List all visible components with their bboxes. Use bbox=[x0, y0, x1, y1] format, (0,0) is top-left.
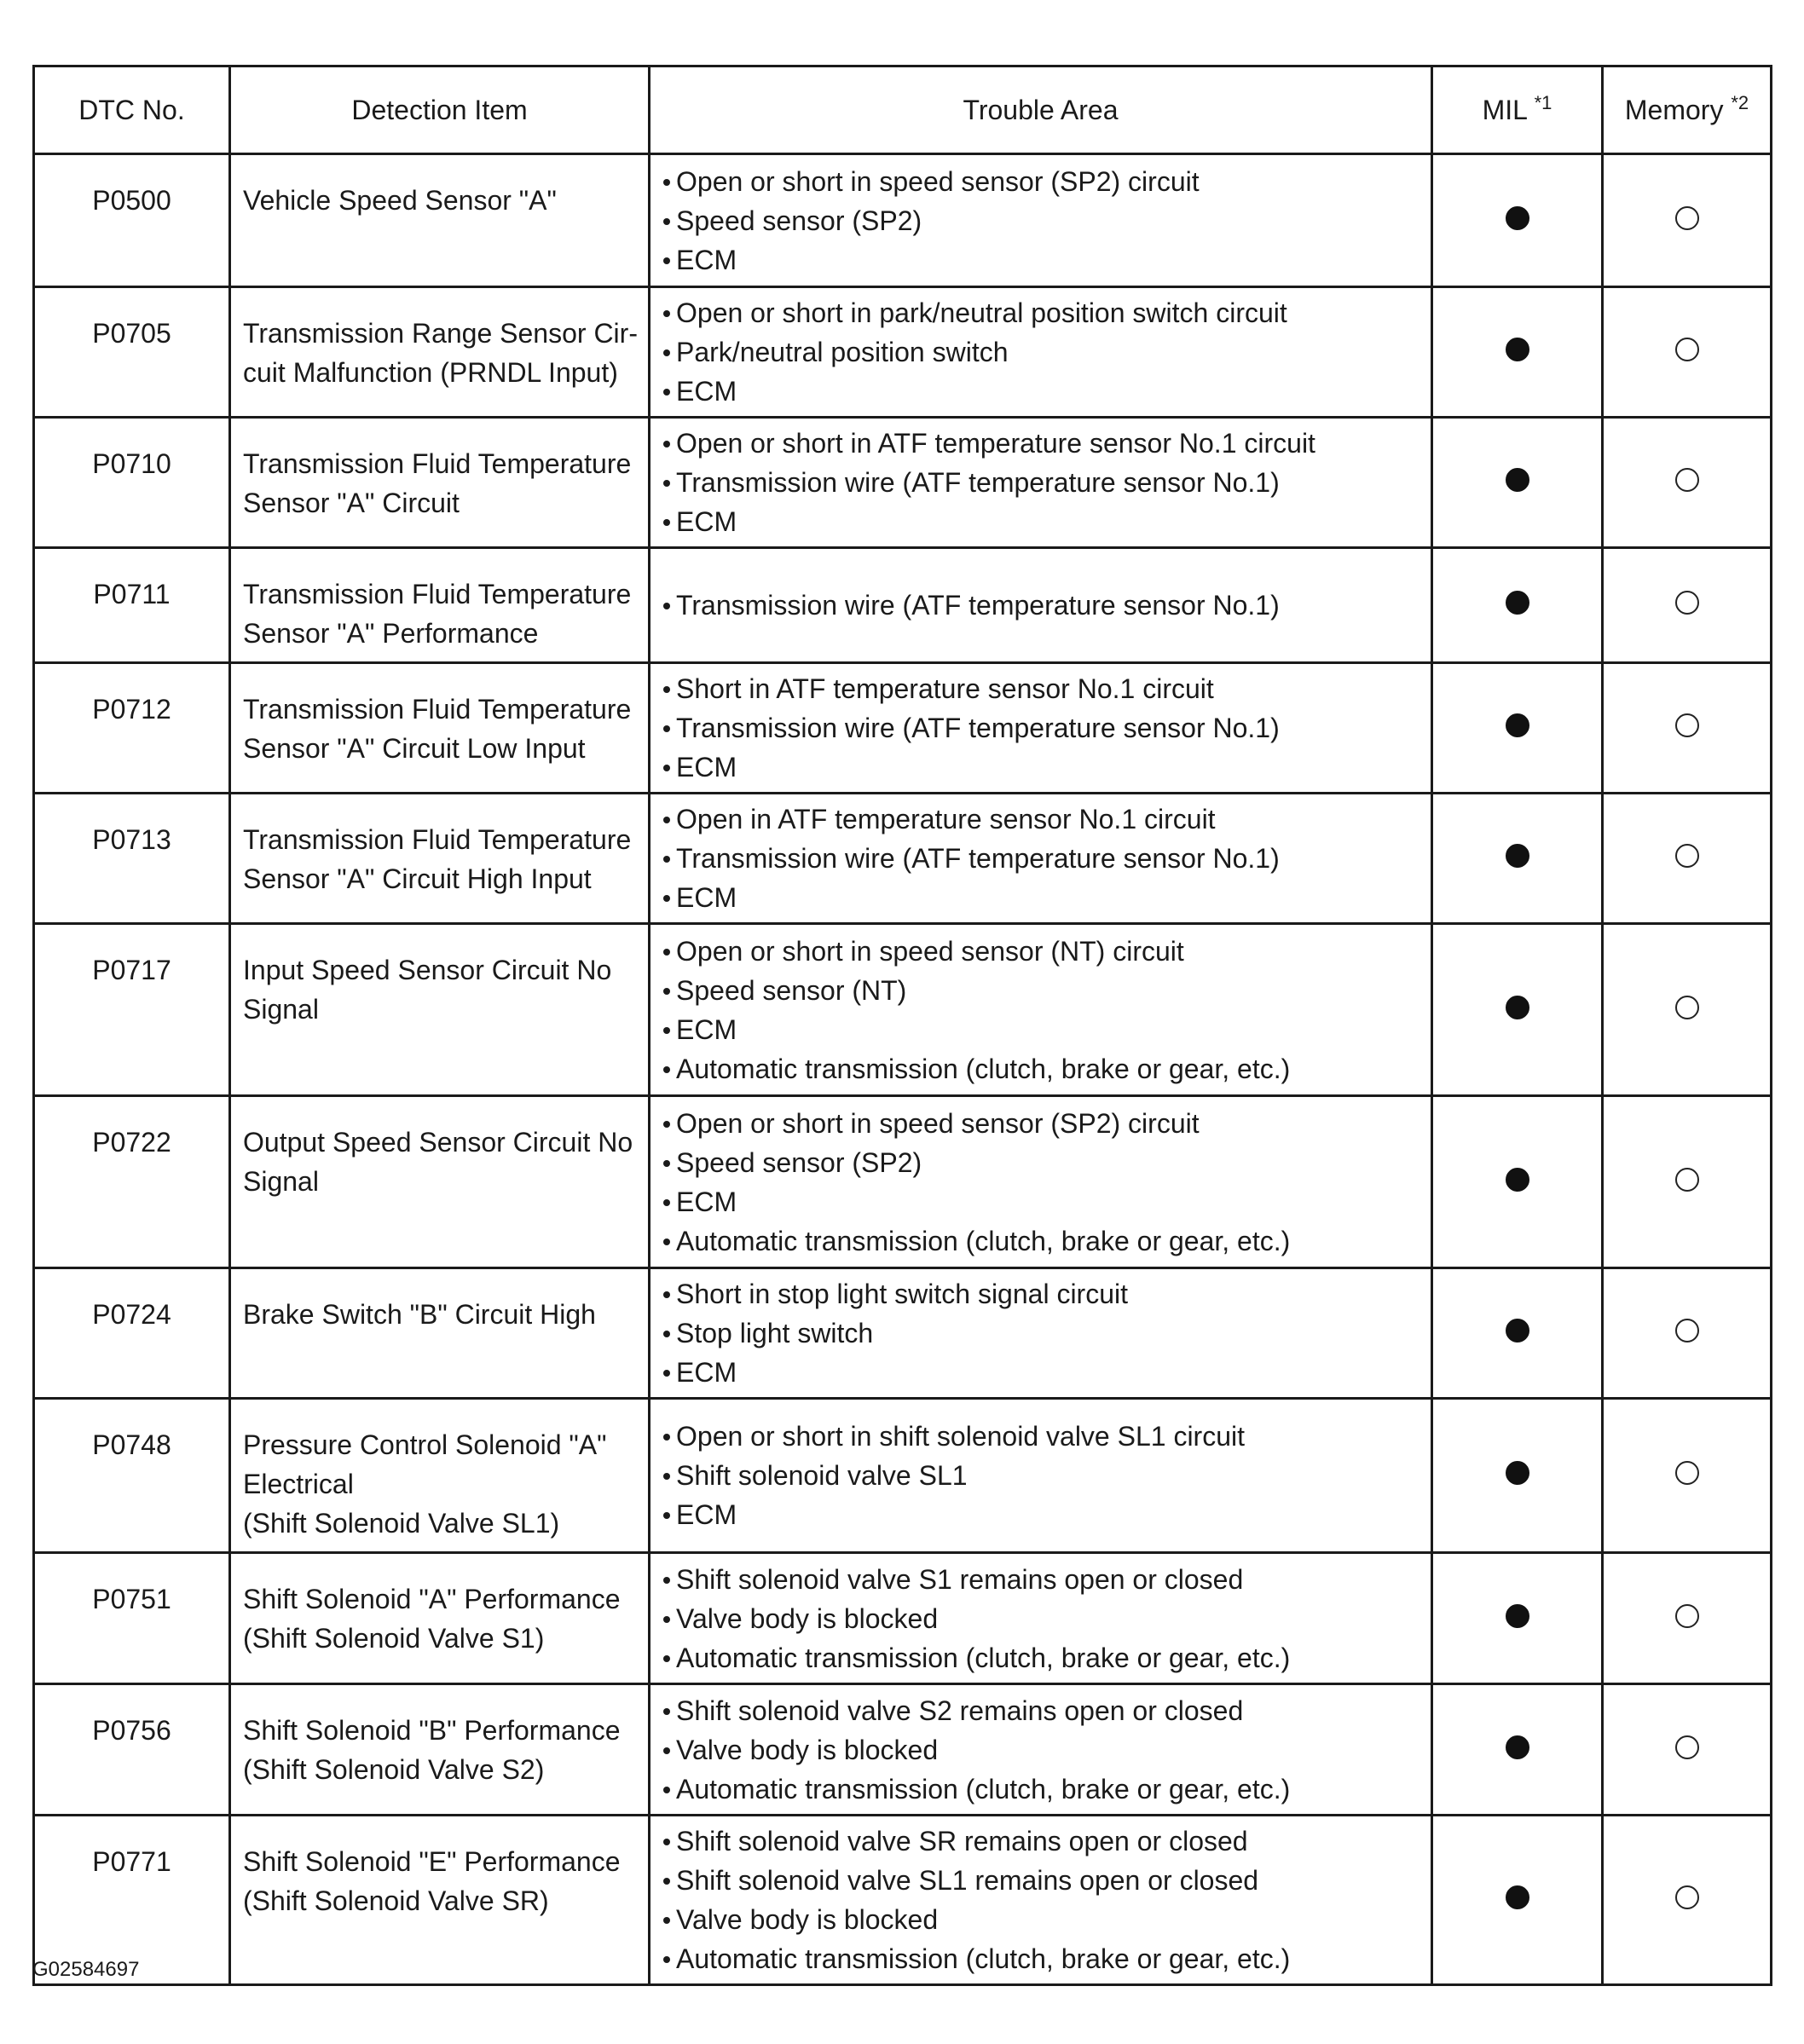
detection-item-line: Output Speed Sensor Circuit No bbox=[243, 1127, 633, 1158]
trouble-area bbox=[650, 548, 1432, 663]
memory-cell bbox=[1603, 924, 1772, 1096]
filled-circle-icon bbox=[1506, 844, 1529, 868]
mil-cell bbox=[1432, 154, 1603, 287]
trouble-area-item: Short in stop light switch signal circuit bbox=[662, 1274, 1420, 1314]
detection-item bbox=[230, 1816, 650, 1985]
table-row bbox=[34, 548, 1772, 663]
detection-item-line: Transmission Fluid Temperature bbox=[243, 694, 632, 725]
detection-item-line: Transmission Fluid Temperature bbox=[243, 448, 632, 479]
trouble-area-list bbox=[662, 1560, 1420, 1677]
trouble-area-item: Open or short in shift solenoid valve SL1 circuit bbox=[662, 1417, 1420, 1456]
trouble-area-item: Shift solenoid valve SL1 bbox=[662, 1456, 1420, 1495]
trouble-area-item: Automatic transmission (clutch, brake or gear, etc.) bbox=[662, 1049, 1420, 1088]
trouble-area-list bbox=[662, 293, 1420, 411]
header-memory: Memory $^{*2}$ bbox=[1603, 66, 1772, 154]
hollow-circle-icon bbox=[1675, 844, 1699, 868]
trouble-area-item: ECM bbox=[662, 372, 1420, 411]
trouble-area-item: ECM bbox=[662, 502, 1420, 541]
trouble-area-item: Transmission wire (ATF temperature sensor No.1) bbox=[662, 839, 1420, 878]
trouble-area bbox=[650, 1268, 1432, 1399]
detection-item bbox=[230, 924, 650, 1096]
trouble-area-item: Valve body is blocked bbox=[662, 1900, 1420, 1939]
memory-cell bbox=[1603, 1399, 1772, 1553]
filled-circle-icon bbox=[1506, 713, 1529, 737]
filled-circle-icon bbox=[1506, 1735, 1529, 1759]
table-row bbox=[34, 794, 1772, 924]
trouble-area-list bbox=[662, 162, 1420, 280]
header-trouble-area: Trouble Area bbox=[650, 66, 1432, 154]
table-body bbox=[34, 154, 1772, 1985]
trouble-area-item: Open or short in speed sensor (NT) circuit bbox=[662, 932, 1420, 971]
trouble-area-list bbox=[662, 586, 1420, 625]
hollow-circle-icon bbox=[1675, 468, 1699, 492]
detection-item-line: Sensor "A" Performance bbox=[243, 618, 539, 649]
hollow-circle-icon bbox=[1675, 1319, 1699, 1342]
filled-circle-icon bbox=[1506, 206, 1529, 230]
trouble-area-list bbox=[662, 1691, 1420, 1809]
header-mil: MIL $^{*1}$ bbox=[1432, 66, 1603, 154]
trouble-area-item: Open or short in park/neutral position switch circuit bbox=[662, 293, 1420, 332]
dtc-code: P0717 bbox=[34, 924, 230, 1096]
memory-cell bbox=[1603, 154, 1772, 287]
dtc-code: P0771 bbox=[34, 1816, 230, 1985]
filled-circle-icon bbox=[1506, 591, 1529, 615]
detection-item bbox=[230, 1096, 650, 1268]
trouble-area bbox=[650, 154, 1432, 287]
detection-item bbox=[230, 1268, 650, 1399]
dtc-code: P0748 bbox=[34, 1399, 230, 1553]
detection-item-line: Pressure Control Solenoid "A" bbox=[243, 1429, 607, 1460]
filled-circle-icon bbox=[1506, 1461, 1529, 1485]
mil-cell bbox=[1432, 418, 1603, 548]
memory-cell bbox=[1603, 1816, 1772, 1985]
header-detection-item: Detection Item bbox=[230, 66, 650, 154]
detection-item-line: (Shift Solenoid Valve S2) bbox=[243, 1754, 545, 1785]
dtc-code: P0710 bbox=[34, 418, 230, 548]
filled-circle-icon bbox=[1506, 338, 1529, 361]
table-row bbox=[34, 1096, 1772, 1268]
detection-item bbox=[230, 1399, 650, 1553]
trouble-area-item: Shift solenoid valve S2 remains open or closed bbox=[662, 1691, 1420, 1730]
memory-cell bbox=[1603, 548, 1772, 663]
hollow-circle-icon bbox=[1675, 338, 1699, 361]
detection-item-line: (Shift Solenoid Valve S1) bbox=[243, 1623, 545, 1654]
trouble-area-item: ECM bbox=[662, 878, 1420, 917]
trouble-area-list bbox=[662, 1417, 1420, 1534]
trouble-area-list bbox=[662, 800, 1420, 917]
table-row bbox=[34, 924, 1772, 1096]
trouble-area-item: Valve body is blocked bbox=[662, 1730, 1420, 1770]
table-row bbox=[34, 287, 1772, 418]
dtc-code: P0712 bbox=[34, 663, 230, 794]
trouble-area bbox=[650, 1816, 1432, 1985]
table-row bbox=[34, 1399, 1772, 1553]
filled-circle-icon bbox=[1506, 996, 1529, 1019]
detection-item-line: Input Speed Sensor Circuit No bbox=[243, 955, 612, 985]
dtc-table bbox=[32, 65, 1772, 1986]
header-dtc-no: DTC No. bbox=[34, 66, 230, 154]
trouble-area-item: Speed sensor (NT) bbox=[662, 971, 1420, 1010]
trouble-area-item: Park/neutral position switch bbox=[662, 332, 1420, 372]
trouble-area-item: ECM bbox=[662, 240, 1420, 280]
dtc-code: P0705 bbox=[34, 287, 230, 418]
hollow-circle-icon bbox=[1675, 713, 1699, 737]
dtc-code: P0713 bbox=[34, 794, 230, 924]
trouble-area-item: Speed sensor (SP2) bbox=[662, 201, 1420, 240]
table-row bbox=[34, 663, 1772, 794]
trouble-area-item: Shift solenoid valve SR remains open or closed bbox=[662, 1822, 1420, 1861]
detection-item-line: Electrical bbox=[243, 1469, 354, 1499]
mil-cell bbox=[1432, 1553, 1603, 1684]
trouble-area-item: Automatic transmission (clutch, brake or gear, etc.) bbox=[662, 1939, 1420, 1978]
trouble-area-list bbox=[662, 1274, 1420, 1392]
trouble-area-item: Open or short in ATF temperature sensor No.1 circuit bbox=[662, 424, 1420, 463]
detection-item-line: (Shift Solenoid Valve SR) bbox=[243, 1885, 549, 1916]
mil-cell bbox=[1432, 1816, 1603, 1985]
trouble-area-item: Open or short in speed sensor (SP2) circuit bbox=[662, 162, 1420, 201]
trouble-area bbox=[650, 794, 1432, 924]
detection-item-line: Vehicle Speed Sensor "A" bbox=[243, 185, 557, 216]
trouble-area-list bbox=[662, 669, 1420, 787]
hollow-circle-icon bbox=[1675, 996, 1699, 1019]
detection-item bbox=[230, 287, 650, 418]
detection-item bbox=[230, 418, 650, 548]
table-row bbox=[34, 1553, 1772, 1684]
table-header-row bbox=[34, 66, 1772, 154]
mil-cell bbox=[1432, 663, 1603, 794]
memory-cell bbox=[1603, 663, 1772, 794]
filled-circle-icon bbox=[1506, 1604, 1529, 1628]
trouble-area-item: Shift solenoid valve S1 remains open or closed bbox=[662, 1560, 1420, 1599]
trouble-area-list bbox=[662, 932, 1420, 1088]
dtc-code: P0500 bbox=[34, 154, 230, 287]
dtc-code: P0751 bbox=[34, 1553, 230, 1684]
trouble-area bbox=[650, 287, 1432, 418]
trouble-area-item: Valve body is blocked bbox=[662, 1599, 1420, 1638]
dtc-code: P0756 bbox=[34, 1684, 230, 1816]
trouble-area-list bbox=[662, 424, 1420, 541]
memory-cell bbox=[1603, 1096, 1772, 1268]
detection-item-line: Transmission Range Sensor Cir- bbox=[243, 318, 638, 349]
filled-circle-icon bbox=[1506, 1319, 1529, 1342]
hollow-circle-icon bbox=[1675, 1168, 1699, 1192]
detection-item bbox=[230, 154, 650, 287]
memory-cell bbox=[1603, 794, 1772, 924]
dtc-code: P0724 bbox=[34, 1268, 230, 1399]
detection-item-line: Sensor "A" Circuit bbox=[243, 488, 460, 518]
trouble-area-item: Automatic transmission (clutch, brake or gear, etc.) bbox=[662, 1638, 1420, 1677]
trouble-area-list bbox=[662, 1104, 1420, 1261]
trouble-area-item: Automatic transmission (clutch, brake or gear, etc.) bbox=[662, 1770, 1420, 1809]
trouble-area-item: Transmission wire (ATF temperature sensor No.1) bbox=[662, 463, 1420, 502]
trouble-area-item: Automatic transmission (clutch, brake or gear, etc.) bbox=[662, 1221, 1420, 1261]
mil-cell bbox=[1432, 548, 1603, 663]
mil-cell bbox=[1432, 1684, 1603, 1816]
trouble-area-item: Stop light switch bbox=[662, 1314, 1420, 1353]
memory-cell bbox=[1603, 1684, 1772, 1816]
detection-item bbox=[230, 1684, 650, 1816]
detection-item-line: Signal bbox=[243, 1166, 319, 1197]
table-row bbox=[34, 154, 1772, 287]
filled-circle-icon bbox=[1506, 1885, 1529, 1909]
detection-item bbox=[230, 548, 650, 663]
detection-item-line: Brake Switch "B" Circuit High bbox=[243, 1299, 596, 1330]
trouble-area-list bbox=[662, 1822, 1420, 1978]
hollow-circle-icon bbox=[1675, 591, 1699, 615]
memory-footnote-mark: *2 bbox=[1731, 92, 1749, 113]
trouble-area bbox=[650, 663, 1432, 794]
memory-cell bbox=[1603, 418, 1772, 548]
trouble-area-item: ECM bbox=[662, 1182, 1420, 1221]
memory-cell bbox=[1603, 287, 1772, 418]
detection-item-line: Shift Solenoid "E" Performance bbox=[243, 1846, 621, 1877]
figure-id: G02584697 bbox=[32, 1958, 140, 1981]
detection-item-line: Transmission Fluid Temperature bbox=[243, 824, 632, 855]
mil-cell bbox=[1432, 287, 1603, 418]
trouble-area bbox=[650, 924, 1432, 1096]
trouble-area-item: Short in ATF temperature sensor No.1 circuit bbox=[662, 669, 1420, 708]
dtc-code: P0711 bbox=[34, 548, 230, 663]
trouble-area-item: ECM bbox=[662, 1495, 1420, 1534]
filled-circle-icon bbox=[1506, 1168, 1529, 1192]
trouble-area bbox=[650, 418, 1432, 548]
trouble-area-item: Transmission wire (ATF temperature sensor No.1) bbox=[662, 586, 1420, 625]
hollow-circle-icon bbox=[1675, 1461, 1699, 1485]
mil-cell bbox=[1432, 794, 1603, 924]
detection-item-line: (Shift Solenoid Valve SL1) bbox=[243, 1508, 560, 1539]
mil-cell bbox=[1432, 1096, 1603, 1268]
mil-footnote-mark: *1 bbox=[1534, 92, 1552, 113]
hollow-circle-icon bbox=[1675, 1885, 1699, 1909]
table-row bbox=[34, 1684, 1772, 1816]
trouble-area bbox=[650, 1684, 1432, 1816]
detection-item-line: Sensor "A" Circuit High Input bbox=[243, 863, 592, 894]
trouble-area bbox=[650, 1553, 1432, 1684]
detection-item bbox=[230, 794, 650, 924]
mil-cell bbox=[1432, 924, 1603, 1096]
memory-cell bbox=[1603, 1553, 1772, 1684]
detection-item-line: Shift Solenoid "B" Performance bbox=[243, 1715, 621, 1746]
dtc-code: P0722 bbox=[34, 1096, 230, 1268]
detection-item-line: cuit Malfunction (PRNDL Input) bbox=[243, 357, 618, 388]
hollow-circle-icon bbox=[1675, 1604, 1699, 1628]
trouble-area-item: Open or short in speed sensor (SP2) circuit bbox=[662, 1104, 1420, 1143]
trouble-area bbox=[650, 1399, 1432, 1553]
trouble-area-item: ECM bbox=[662, 1010, 1420, 1049]
hollow-circle-icon bbox=[1675, 206, 1699, 230]
trouble-area-item: ECM bbox=[662, 1353, 1420, 1392]
memory-cell bbox=[1603, 1268, 1772, 1399]
table-row bbox=[34, 418, 1772, 548]
trouble-area-item: Transmission wire (ATF temperature sensor No.1) bbox=[662, 708, 1420, 748]
filled-circle-icon bbox=[1506, 468, 1529, 492]
detection-item-line: Shift Solenoid "A" Performance bbox=[243, 1584, 621, 1614]
detection-item bbox=[230, 663, 650, 794]
detection-item-line: Transmission Fluid Temperature bbox=[243, 579, 632, 609]
trouble-area-item: ECM bbox=[662, 748, 1420, 787]
table-row bbox=[34, 1268, 1772, 1399]
trouble-area-item: Speed sensor (SP2) bbox=[662, 1143, 1420, 1182]
detection-item-line: Signal bbox=[243, 994, 319, 1025]
trouble-area bbox=[650, 1096, 1432, 1268]
trouble-area-item: Open in ATF temperature sensor No.1 circuit bbox=[662, 800, 1420, 839]
table-row bbox=[34, 1816, 1772, 1985]
mil-cell bbox=[1432, 1268, 1603, 1399]
detection-item bbox=[230, 1553, 650, 1684]
hollow-circle-icon bbox=[1675, 1735, 1699, 1759]
mil-cell bbox=[1432, 1399, 1603, 1553]
detection-item-line: Sensor "A" Circuit Low Input bbox=[243, 733, 586, 764]
trouble-area-item: Shift solenoid valve SL1 remains open or closed bbox=[662, 1861, 1420, 1900]
